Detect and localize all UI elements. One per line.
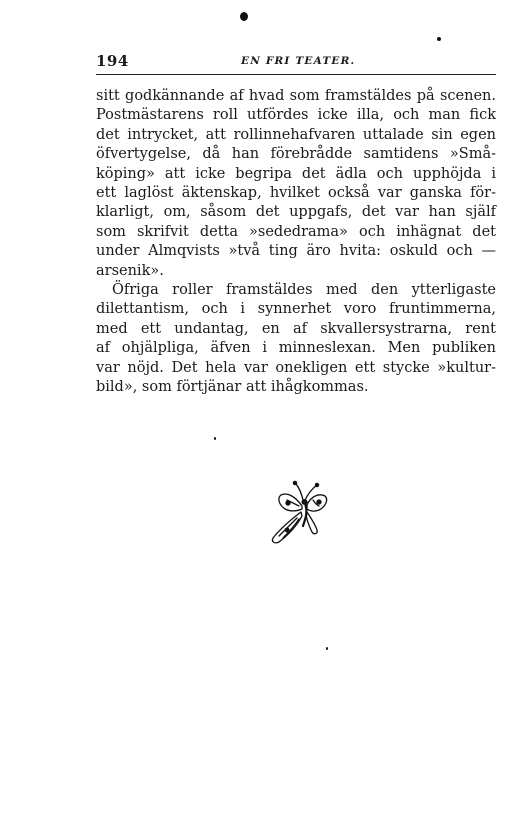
scan-speck bbox=[326, 647, 328, 650]
text-line: arsenik». bbox=[96, 262, 164, 279]
text-line: Öfriga roller framstäldes med den ytterligaste bbox=[112, 282, 496, 299]
header-rule bbox=[96, 74, 496, 75]
text-line: var nöjd. Det hela var onekligen ett stycke »kultur- bbox=[96, 359, 496, 376]
running-head: EN FRI TEATER. bbox=[241, 55, 356, 67]
text-line: det intrycket, att rollinnehafvaren uttalade sin egen bbox=[96, 126, 496, 143]
text-line: med ett undantag, en af skvallersystrarna, rent bbox=[96, 320, 496, 337]
text-line: dilettantism, och i synnerhet voro fruntimmerna, bbox=[96, 301, 496, 318]
text-line: klarligt, om, såsom det uppgafs, det var han själf bbox=[96, 204, 496, 221]
paragraph bbox=[96, 281, 496, 397]
scan-speck bbox=[437, 37, 441, 41]
page-header bbox=[96, 50, 496, 72]
text-line: Postmästarens roll utfördes icke illa, och man fick bbox=[96, 107, 496, 124]
page-number: 194 bbox=[96, 52, 129, 70]
body-text bbox=[96, 87, 496, 398]
paragraph bbox=[96, 87, 496, 281]
text-line: ett laglöst äktenskap, hvilket också var ganska för- bbox=[96, 185, 496, 202]
butterfly-vignette-icon bbox=[265, 478, 335, 550]
text-line: bild», som förtjänar att ihågkommas. bbox=[96, 379, 369, 396]
text-line: köping» att icke begripa det ädla och upphöjda i bbox=[96, 165, 496, 182]
text-line: under Almqvists »två ting äro hvita: oskuld och — bbox=[96, 243, 496, 260]
text-line: af ohjälpliga, äfven i minneslexan. Men publiken bbox=[96, 340, 496, 357]
text-line: sitt godkännande af hvad som framstäldes på scenen. bbox=[96, 88, 496, 104]
text-line: som skrifvit detta »sededrama» och inhägnat det bbox=[96, 223, 496, 240]
scan-speck bbox=[214, 437, 216, 440]
scan-speck bbox=[240, 12, 248, 21]
text-line: öfvertygelse, då han förebrådde samtidens »Små- bbox=[96, 146, 496, 163]
